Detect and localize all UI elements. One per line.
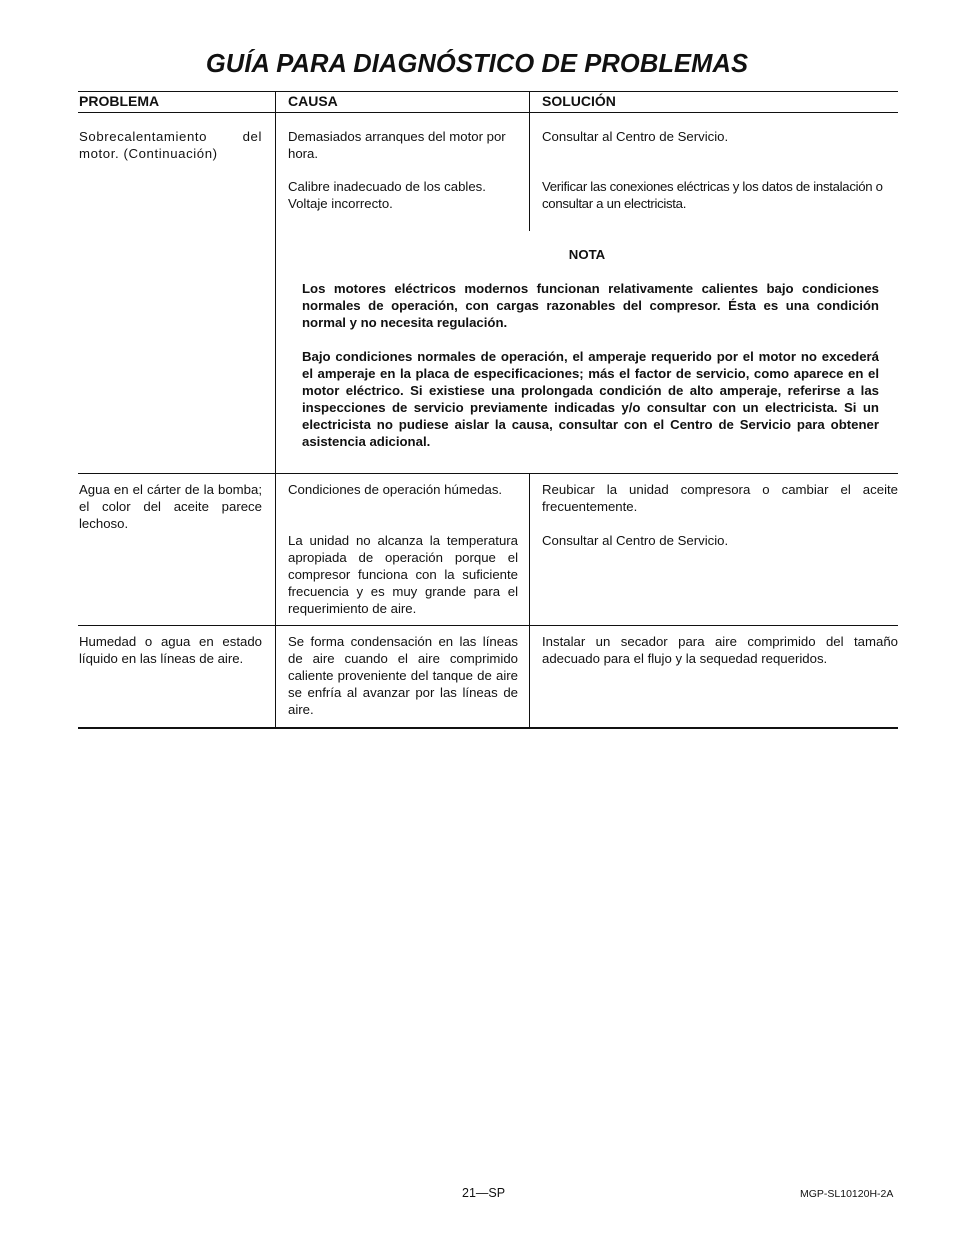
note-title: NOTA bbox=[568, 247, 606, 262]
problem-water-in-crankcase: Agua en el cárter de la bomba; el color del aceite parece lechoso. bbox=[79, 482, 262, 531]
solution-verify-connections: Verificar las conexiones eléctricas y los datos de instalación o consultar a un electricista. bbox=[542, 179, 883, 211]
header-problema: PROBLEMA bbox=[79, 93, 160, 109]
note-paragraph-1: Los motores eléctricos modernos funcionan relativamente calientes bajo condiciones normales de operación, con cargas razonables del compresor. Ésta es una condición normal y no necesita regulación. bbox=[302, 281, 879, 330]
solution-relocate-unit: Reubicar la unidad compresora o cambiar el aceite frecuentemente. bbox=[542, 482, 898, 514]
header-solucion: SOLUCIÓN bbox=[542, 93, 616, 109]
problem-overheating: Sobrecalentamiento del motor. (Continuación) bbox=[79, 129, 262, 161]
cause-humid-conditions: Condiciones de operación húmedas. bbox=[288, 482, 503, 497]
page-title: GUÍA PARA DIAGNÓSTICO DE PROBLEMAS bbox=[205, 50, 749, 78]
problem-moisture-in-lines: Humedad o agua en estado líquido en las líneas de aire. bbox=[79, 634, 262, 666]
column-divider-2-bottom bbox=[529, 473, 530, 728]
cause-too-many-starts: Demasiados arranques del motor por hora. bbox=[288, 129, 506, 161]
solution-consult-service-2: Consultar al Centro de Servicio. bbox=[542, 533, 729, 548]
header-causa: CAUSA bbox=[288, 93, 338, 109]
column-divider-1 bbox=[275, 91, 276, 728]
row-divider-2 bbox=[78, 625, 898, 626]
table-bottom-rule bbox=[78, 727, 898, 729]
cause-wire-gauge: Calibre inadecuado de los cables. Voltaje incorrecto. bbox=[288, 179, 486, 211]
column-divider-2-top bbox=[529, 91, 530, 231]
table-top-rule bbox=[78, 91, 898, 92]
row-divider-1 bbox=[78, 473, 898, 474]
page-number: 21—SP bbox=[462, 1186, 506, 1200]
solution-install-dryer: Instalar un secador para aire comprimido del tamaño adecuado para el flujo y la sequedad requeridos. bbox=[542, 634, 898, 666]
cause-temperature-not-reached: La unidad no alcanza la temperatura apropiada de operación porque el compresor funciona con la suficiente frecuencia y es muy grande para el requerimiento de aire. bbox=[288, 533, 518, 616]
cause-condensation: Se forma condensación en las líneas de aire cuando el aire comprimido caliente proveniente del tanque de aire se enfría al avanzar por las líneas de aire. bbox=[288, 634, 518, 717]
header-bottom-rule bbox=[78, 112, 898, 113]
document-code: MGP-SL10120H-2A bbox=[800, 1188, 894, 1200]
note-paragraph-2: Bajo condiciones normales de operación, el amperaje requerido por el motor no excederá el amperaje en la placa de especificaciones; más el factor de servicio, como aparece en el motor eléctrico. Si existiese una prolongada condición de alto amperaje, referirse a las inspecciones de servicio previamente indicadas y/o consultar con un electricista. Si un electricista no pudiese aislar la causa, consultar con el Centro de Servicio para obtener asistencia adicional. bbox=[302, 349, 879, 449]
solution-consult-service-1: Consultar al Centro de Servicio. bbox=[542, 129, 729, 144]
